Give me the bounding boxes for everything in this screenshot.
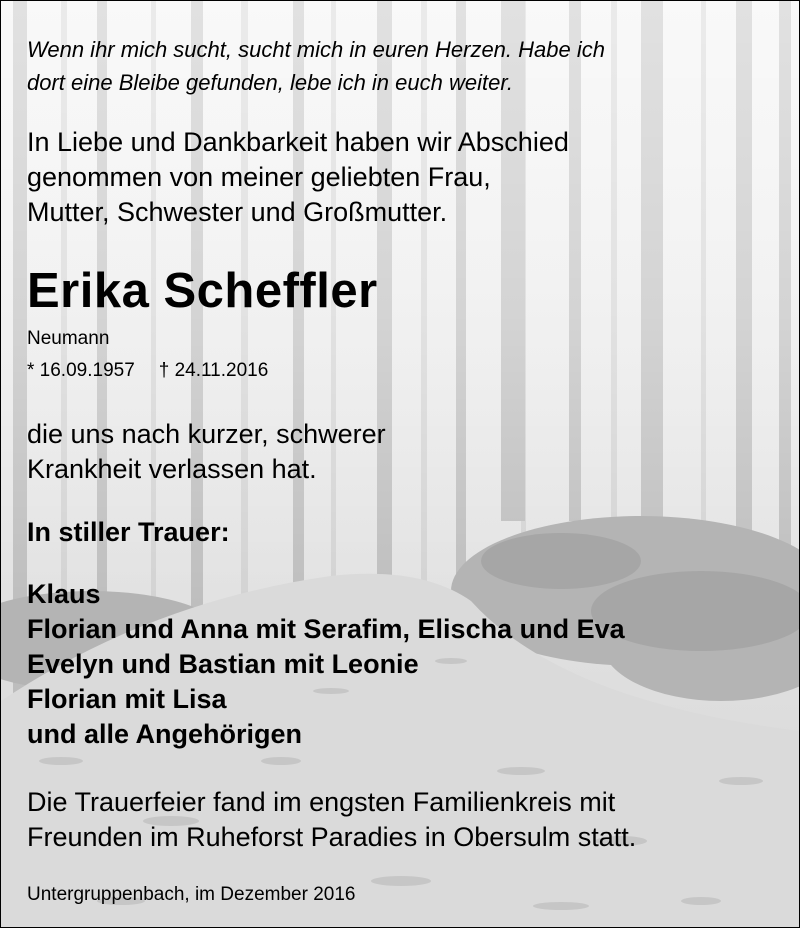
intro-line: In Liebe und Dankbarkeit haben wir Abschied	[27, 127, 569, 157]
death-date: † 24.11.2016	[158, 360, 269, 381]
deceased-name: Erika Scheffler	[27, 264, 378, 318]
memorial-quote	[27, 33, 605, 99]
quote-line: Wenn ihr mich sucht, sucht mich in euren Herzen. Habe ich	[27, 37, 605, 62]
birth-date: * 16.09.1957	[27, 360, 135, 381]
notice-text	[1, 1, 799, 927]
intro-line: genommen von meiner geliebten Frau,	[27, 162, 491, 192]
life-dates	[27, 358, 268, 384]
mourner-line: Florian und Anna mit Serafim, Elischa und Eva	[27, 614, 625, 644]
funeral-info	[27, 785, 636, 855]
quote-line: dort eine Bleibe gefunden, lebe ich in euch weiter.	[27, 70, 513, 95]
mourner-line: und alle Angehörigen	[27, 719, 303, 749]
farewell-intro	[27, 125, 569, 230]
mourner-line: Florian mit Lisa	[27, 684, 227, 714]
illness-line: Krankheit verlassen hat.	[27, 454, 317, 484]
illness-text	[27, 417, 386, 487]
illness-line: die uns nach kurzer, schwerer	[27, 419, 386, 449]
mourners-list	[27, 577, 625, 752]
mourner-line: Klaus	[27, 579, 101, 609]
maiden-name: Neumann	[27, 328, 110, 349]
place-and-date: Untergruppenbach, im Dezember 2016	[27, 884, 356, 905]
mourner-line: Evelyn und Bastian mit Leonie	[27, 649, 419, 679]
funeral-line: Freunden im Ruheforst Paradies in Obersulm statt.	[27, 822, 637, 852]
intro-line: Mutter, Schwester und Großmutter.	[27, 197, 448, 227]
funeral-line: Die Trauerfeier fand im engsten Familienkreis mit	[27, 787, 616, 817]
mourning-heading: In stiller Trauer:	[27, 517, 230, 547]
